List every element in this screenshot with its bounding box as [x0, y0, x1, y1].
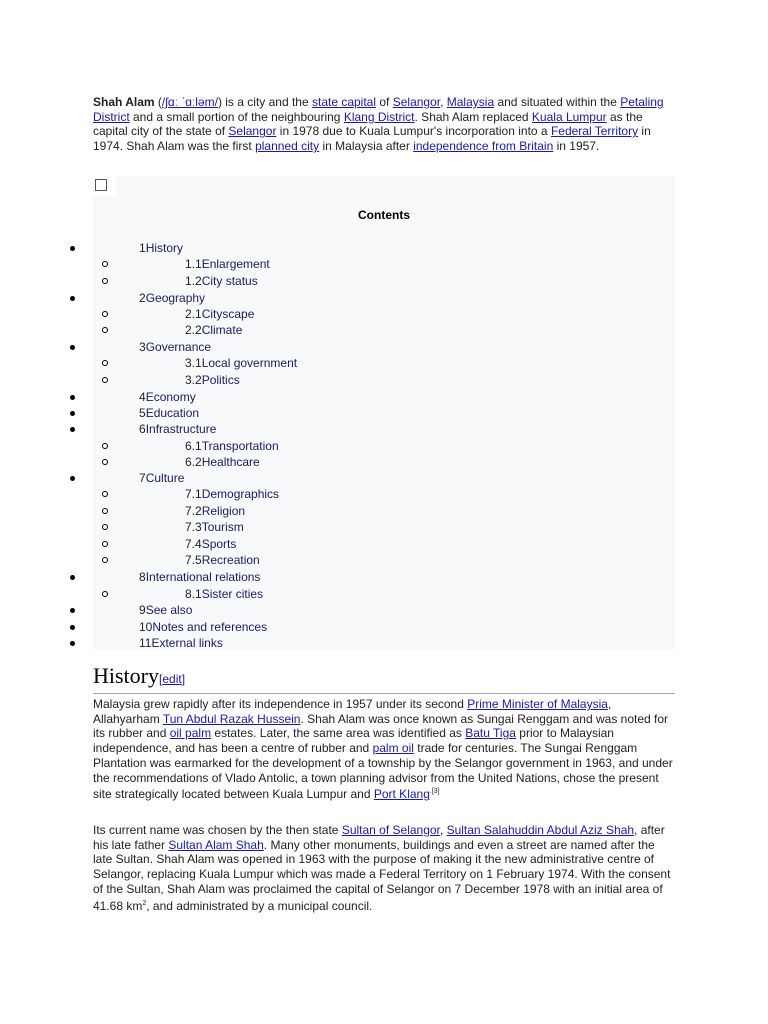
toc-number: 2.1: [185, 307, 202, 321]
toc-number: 8: [139, 570, 146, 584]
toc-item-link[interactable]: [139, 470, 184, 486]
inline-link[interactable]: independence from Britain: [413, 139, 554, 154]
toc-number: 11: [139, 636, 152, 650]
circle-bullet-icon: [102, 491, 108, 497]
toc-toggle-checkbox-icon[interactable]: [95, 179, 107, 191]
inline-link[interactable]: Sultan of Selangor: [341, 823, 440, 837]
text-run: prior to Malaysian independence, and has been a centre of rubber and: [93, 726, 614, 756]
edit-link[interactable]: edit: [162, 672, 182, 686]
history-paragraph-1-wrap: [93, 697, 677, 802]
inline-link[interactable]: palm oil: [372, 741, 414, 756]
history-heading: [93, 664, 675, 694]
toc-title: Contents: [358, 208, 410, 222]
toc-number: 7.4: [185, 537, 202, 551]
toc-number: 6.1: [185, 439, 202, 453]
circle-bullet-icon: [102, 443, 108, 449]
circle-bullet-icon: [102, 360, 108, 366]
toc-item-link[interactable]: [139, 421, 216, 437]
text-run: and situated within the: [494, 95, 621, 109]
toc-item-link[interactable]: [185, 306, 254, 322]
circle-bullet-icon: [102, 278, 108, 284]
inline-link[interactable]: Sultan Alam Shah: [168, 837, 264, 852]
circle-bullet-icon: [102, 377, 108, 383]
inline-link[interactable]: Port Klang: [373, 787, 430, 802]
toc-label: Local government: [201, 356, 298, 370]
toc-item-link[interactable]: [185, 322, 242, 338]
text-run: . Shah Alam replaced: [414, 109, 532, 124]
inline-link[interactable]: /ʃɑː ˈɑːləm/: [161, 95, 218, 109]
superscript: 2: [142, 899, 147, 907]
circle-bullet-icon: [102, 541, 108, 547]
bullet-icon: [70, 345, 75, 350]
toc-label: Sister cities: [201, 587, 264, 601]
toc-label: Governance: [145, 340, 212, 354]
toc-item-link[interactable]: [139, 619, 267, 635]
toc-label: International relations: [145, 570, 261, 584]
inline-link[interactable]: Sultan Salahuddin Abdul Aziz Shah: [446, 823, 635, 837]
superscript: .[3]: [429, 788, 440, 796]
toc-number: 3: [139, 340, 146, 354]
toc-item-link[interactable]: [185, 372, 240, 388]
circle-bullet-icon: [102, 591, 108, 597]
toc-number: 7.5: [185, 553, 202, 567]
bullet-icon: [70, 427, 75, 432]
toc-label: Notes and references: [152, 620, 268, 634]
inline-link[interactable]: Klang District: [343, 109, 415, 124]
text-run: and a small portion of the neighbouring: [129, 109, 344, 124]
toc-label: Culture: [145, 471, 185, 485]
toc-item-link[interactable]: [139, 290, 205, 306]
toc-item-link[interactable]: [185, 355, 297, 371]
bullet-icon: [70, 296, 75, 301]
bullet-icon: [70, 395, 75, 400]
toc-label: Geography: [145, 291, 206, 305]
inline-link[interactable]: Selangor: [228, 124, 277, 139]
toc-number: 4: [139, 390, 146, 404]
text-run: estates. Later, the same area was identified as: [211, 726, 466, 741]
text-run: Malaysia grew rapidly after its independence in 1957 under its second: [93, 697, 468, 711]
edit-section: [edit]: [159, 672, 186, 686]
inline-link[interactable]: state capital: [311, 95, 377, 109]
toc-number: 7.3: [185, 520, 202, 534]
toc-label: Education: [145, 406, 200, 420]
text-run: in 1974. Shah Alam was the first: [93, 124, 651, 154]
bullet-icon: [70, 575, 75, 580]
toc-number: 1.1: [185, 257, 202, 271]
history-paragraph-2: [93, 823, 677, 913]
toc-item-link[interactable]: [139, 339, 211, 355]
toc-number: 10: [139, 620, 153, 634]
toc-item-link[interactable]: [185, 438, 279, 454]
bullet-icon: [70, 625, 75, 630]
toc-number: 6.2: [185, 455, 202, 469]
toc-item-link[interactable]: [185, 273, 258, 289]
toc-label: Tourism: [201, 520, 244, 534]
toc-item-link[interactable]: [139, 635, 223, 651]
toc-label: City status: [201, 274, 258, 288]
text-run: of: [376, 95, 393, 109]
text-run: in Malaysia after: [319, 139, 414, 154]
text-run: , Allahyarham: [93, 697, 612, 726]
text-run: ) is a city and the: [217, 95, 312, 109]
toc-item-link[interactable]: [185, 256, 270, 272]
text-run: in 1957.: [553, 139, 600, 154]
toc-number: 2.2: [185, 323, 202, 337]
toc-label: Transportation: [201, 439, 279, 453]
circle-bullet-icon: [102, 557, 108, 563]
text-run: , and administrated by a municipal council.: [146, 898, 373, 913]
circle-bullet-icon: [102, 508, 108, 514]
text-run: ,: [439, 823, 447, 837]
toc-label: Sports: [201, 537, 237, 551]
toc-number: 8.1: [185, 587, 202, 601]
text-run: in 1978 due to Kuala Lumpur's incorporation into a: [276, 124, 551, 139]
inline-link[interactable]: Malaysia: [446, 95, 495, 109]
toc-item-link[interactable]: [185, 536, 236, 552]
toc-number: 6: [139, 422, 146, 436]
history-paragraph-1: [93, 697, 677, 802]
toc-item-link[interactable]: [139, 405, 199, 421]
circle-bullet-icon: [102, 311, 108, 317]
bullet-icon: [70, 476, 75, 481]
toc-label: External links: [151, 636, 223, 650]
toc-item-link[interactable]: [185, 552, 260, 568]
toc-item-link[interactable]: [185, 586, 263, 602]
text-run: as the capital city of the state of: [93, 109, 643, 139]
toc-label: Climate: [201, 323, 243, 337]
toc-number: 1.2: [185, 274, 202, 288]
toc-item-link[interactable]: [185, 519, 244, 535]
bullet-icon: [70, 608, 75, 613]
toc-number: 1: [139, 241, 146, 255]
inline-link[interactable]: Federal Territory: [550, 124, 639, 139]
toc-item-link[interactable]: [139, 389, 196, 405]
inline-link[interactable]: Prime Minister of Malaysia: [467, 697, 608, 711]
inline-link[interactable]: Petaling District: [93, 95, 664, 124]
toc-number: 2: [139, 291, 146, 305]
toc-number: 9: [139, 603, 146, 617]
toc-toggle[interactable]: [93, 176, 116, 196]
history-paragraph-2-wrap: [93, 823, 677, 913]
toc-number: 5: [139, 406, 146, 420]
inline-link[interactable]: Batu Tiga: [465, 726, 516, 741]
circle-bullet-icon: [102, 327, 108, 333]
toc-item-link[interactable]: [139, 602, 192, 618]
text-run: Its current name was chosen by the then state: [93, 823, 342, 837]
toc-item-link[interactable]: [185, 486, 279, 502]
toc-label: Healthcare: [201, 455, 260, 469]
bullet-icon: [70, 246, 75, 251]
inline-link[interactable]: Kuala Lumpur: [531, 109, 607, 124]
toc-number: 7.1: [185, 487, 202, 501]
toc-item-link[interactable]: [139, 240, 183, 256]
toc-number: 7: [139, 471, 146, 485]
toc-item-link[interactable]: [185, 454, 260, 470]
toc-label: Cityscape: [201, 307, 255, 321]
toc-item-link[interactable]: [185, 503, 245, 519]
bold-term: Shah Alam: [93, 95, 155, 109]
text-run: . Many other monuments, buildings and even a street are named after the late Sultan. Shah Alam was opened in 1963 with the purpose of making it the new administrative centre of Selangor, replacing Kuala Lumpur which was made a Federal Territory on 1 February 1974. With the consent of the Sultan, Shah Alam was proclaimed the capital of Selangor on 7 December 1978 with an initial area of 41.68 km: [93, 837, 671, 913]
toc-label: Economy: [145, 390, 196, 404]
toc-label: Demographics: [201, 487, 280, 501]
toc-label: Religion: [201, 504, 246, 518]
inline-link[interactable]: oil palm: [169, 726, 212, 741]
text-run: (: [154, 95, 162, 109]
inline-link[interactable]: Selangor: [392, 95, 441, 109]
circle-bullet-icon: [102, 524, 108, 530]
toc-label: Infrastructure: [145, 422, 217, 436]
intro-section: [93, 95, 677, 154]
circle-bullet-icon: [102, 261, 108, 267]
toc-label: History: [145, 241, 184, 255]
bullet-icon: [70, 641, 75, 646]
toc-number: 7.2: [185, 504, 202, 518]
text-run: . Shah Alam was once known as Sungai Renggam and was noted for its rubber and: [93, 711, 669, 741]
toc-number: 3.1: [185, 356, 202, 370]
toc-item-link[interactable]: [139, 569, 260, 585]
text-run: trade for centuries. The Sungai Renggam Plantation was earmarked for the development of a township by the Selangor government in 1963, and under the recommendations of Vlado Antolic, a town planning advisor from the United Nations, chose the present site strategically located between Kuala Lumpur and: [93, 741, 673, 802]
toc-label: See also: [145, 603, 193, 617]
history-heading-text: History: [93, 663, 159, 688]
inline-link[interactable]: planned city: [255, 139, 320, 154]
circle-bullet-icon: [102, 459, 108, 465]
toc-number: 3.2: [185, 373, 202, 387]
text-run: ,: [440, 95, 447, 109]
inline-link[interactable]: Tun Abdul Razak Hussein: [162, 711, 301, 726]
toc-label: Politics: [201, 373, 240, 387]
bullet-icon: [70, 411, 75, 416]
toc-label: Enlargement: [201, 257, 270, 271]
toc-label: Recreation: [201, 553, 260, 567]
intro-paragraph: [93, 95, 677, 154]
text-run: , after his late father: [93, 823, 665, 852]
